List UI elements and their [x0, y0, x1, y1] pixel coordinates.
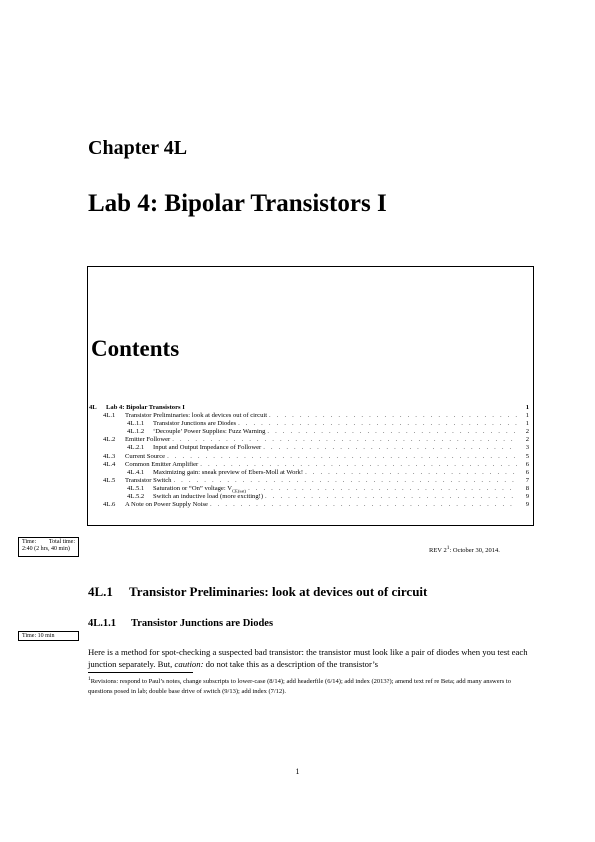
footnote-rule	[88, 672, 193, 673]
toc-entry[interactable]: 4L.1 Transistor Preliminaries: look at devices out of circuit . . . 1	[89, 412, 529, 420]
leader-dots	[263, 493, 517, 501]
toc-entry[interactable]: 4L.1.2 ‘Decouple’ Power Supplies: Fuzz Warning . . . 2	[89, 428, 529, 436]
toc-entry[interactable]: 4L.4 Common Emitter Amplifier . . . 6	[89, 461, 529, 469]
leader-dots	[236, 420, 517, 428]
time-margin-note: Time: Total time: 2:40 (2 hrs, 40 min)	[18, 537, 79, 557]
toc-entry[interactable]: 4L.5.1 Saturation or “On” voltage: $V_{CE(sat)}$ . . . 8	[89, 485, 529, 493]
toc-entry[interactable]: 4L.3 Current Source . . . 5	[89, 453, 529, 461]
chapter-label: Chapter 4L	[88, 137, 188, 159]
toc-entry[interactable]: 4L.4.1 Maximizing gain: sneak preview of Ebers-Moll at Work! . . . 6	[89, 469, 529, 477]
toc-entry[interactable]: 4L.5 Transistor Switch . . . 7	[89, 477, 529, 485]
contents-heading: Contents	[91, 336, 180, 361]
leader-dots	[265, 428, 517, 436]
leader-dots	[246, 485, 517, 493]
leader-dots	[267, 412, 517, 420]
revision-note: REV $2^1$: October 30, 2014.	[429, 545, 500, 555]
leader-dots	[171, 477, 517, 485]
footnote: $^1$Revisions: respond to Paul’s notes, change subscripts to lower-case (8/14); add headerfile (6/14); add index (2013?); amend text ref re Beta; add many answers to questions posed in lab; double base drive of switch (9/13); add index (7/12).	[88, 676, 511, 695]
leader-dots	[198, 461, 517, 469]
section-heading: 4L.1 Transistor Preliminaries: look at devices out of circuit	[88, 584, 428, 599]
toc-entry[interactable]: 4L.2 Emitter Follower . . . 2	[89, 436, 529, 444]
toc-entry[interactable]: 4L Lab 4: Bipolar Transistors I 1	[89, 404, 529, 411]
leader-dots	[261, 444, 517, 452]
time-margin-note-2: Time: 10 min	[18, 631, 79, 641]
toc-entry[interactable]: 4L.6 A Note on Power Supply Noise . . . 9	[89, 501, 529, 509]
page-number: 1	[295, 767, 300, 776]
toc-entry[interactable]: 4L.5.2 Switch an inductive load (more exciting!) . . . 9	[89, 493, 529, 501]
table-of-contents	[89, 404, 529, 509]
leader-dots	[170, 436, 517, 444]
toc-entry[interactable]: 4L.2.1 Input and Output Impedance of Follower . . . 3	[89, 444, 529, 452]
body-paragraph: Here is a method for spot-checking a suspected bad transistor: the transistor must look like a pair of diodes when you test each junction separately. But, caution: do not take this as a description of the transistor’s	[88, 647, 528, 669]
leader-dots	[165, 453, 517, 461]
leader-dots	[303, 469, 517, 477]
toc-entry[interactable]: 4L.1.1 Transistor Junctions are Diodes . . . 1	[89, 420, 529, 428]
leader-dots	[208, 501, 517, 509]
subsection-heading: 4L.1.1 Transistor Junctions are Diodes	[88, 618, 274, 629]
chapter-title: Lab 4: Bipolar Transistors I	[88, 190, 387, 217]
